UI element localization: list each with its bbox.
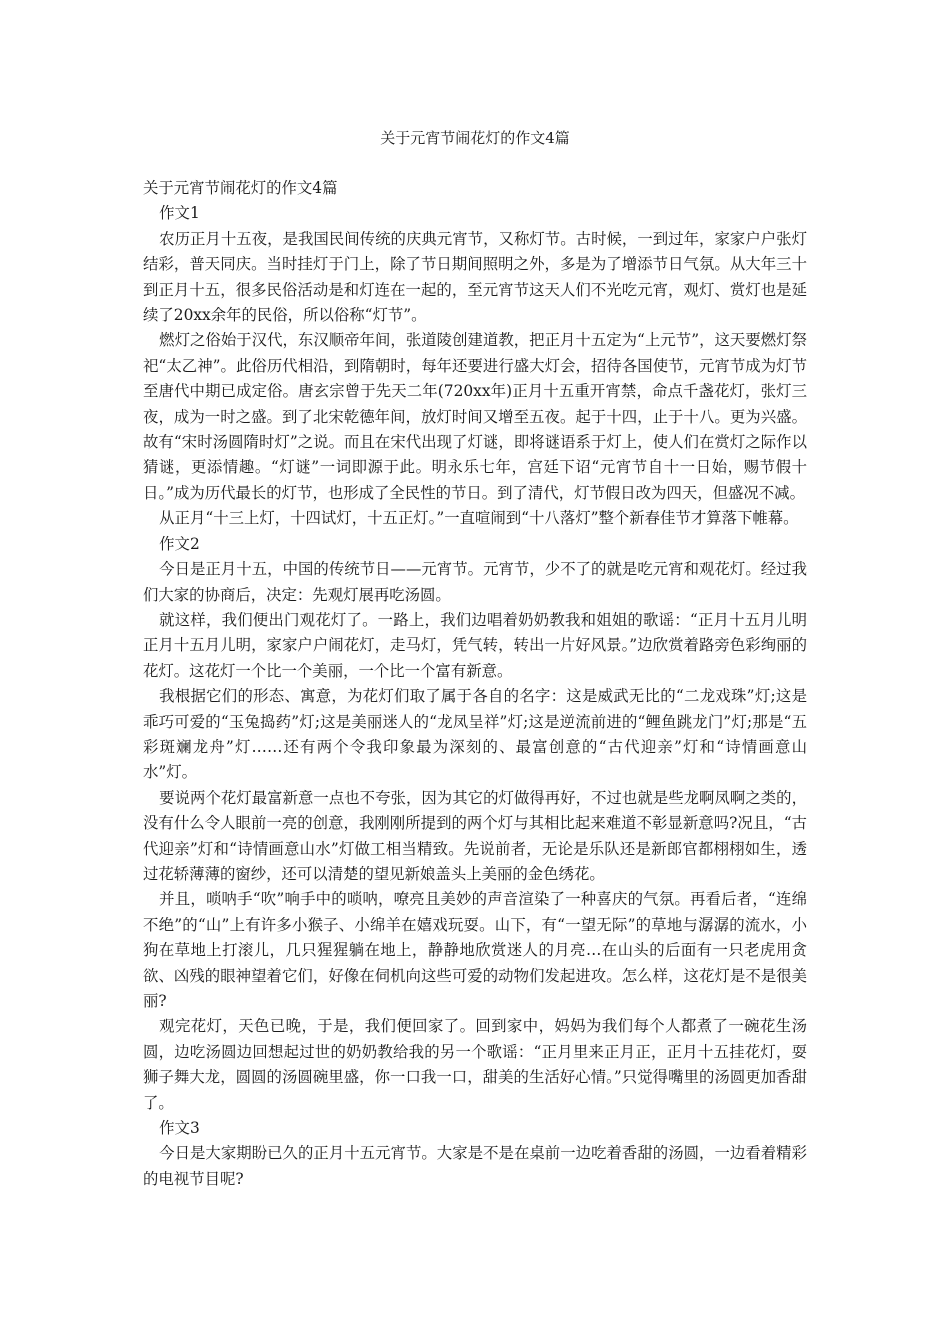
document-title: 关于元宵节闹花灯的作文4篇 (380, 129, 570, 147)
document-body (143, 176, 807, 1192)
paragraph: 今日是正月十五，中国的传统节日——元宵节。元宵节，少不了的就是吃元宵和观花灯。经过我们大家的协商后，决定：先观灯展再吃汤圆。 (143, 560, 807, 604)
paragraph: 要说两个花灯最富新意一点也不夸张，因为其它的灯做得再好，不过也就是些龙啊凤啊之类的，没有什么令人眼前一亮的创意，我刚刚所提到的两个灯与其相比起来难道不彰显新意吗?况且，“古代迎亲”灯和“诗情画意山水”灯做工相当精致。先说前者，无论是乐队还是新郎官都栩栩如生，透过花轿薄薄的窗纱，还可以清楚的望见新娘盖头上美丽的金色绣花。 (143, 788, 807, 883)
paragraph: 就这样，我们便出门观花灯了。一路上，我们边唱着奶奶教我和姐姐的歌谣：“正月十五月儿明正月十五月儿明，家家户户闹花灯，走马灯，凭气转，转出一片好风景。”边欣赏着路旁色彩绚丽的花灯。这花灯一个比一个美丽，一个比一个富有新意。 (143, 610, 807, 680)
section-label: 作文2 (159, 534, 200, 553)
section-label: 作文3 (159, 1119, 200, 1138)
section-label: 作文1 (159, 204, 200, 223)
paragraph: 燃灯之俗始于汉代，东汉顺帝年间，张道陵创建道教，把正月十五定为“上元节”，这天要燃灯祭祀“太乙神”。此俗历代相沿，到隋朝时，每年还要进行盛大灯会，招待各国使节，元宵节成为灯节至唐代中期已成定俗。唐玄宗曾于先天二年(720xx年)正月十五重开宵禁，命点千盏花灯，张灯三夜，成为一时之盛。到了北宋乾德年间，放灯时间又增至五夜。起于十四，止于十八。更为兴盛。故有“宋时汤圆隋时灯”之说。而且在宋代出现了灯谜，即将谜语系于灯上，使人们在赏灯之际作以猜谜，更添情趣。“灯谜”一词即源于此。明永乐七年，宫廷下诏“元宵节自十一日始，赐节假十日。”成为历代最长的灯节，也形成了全民性的节日。到了清代，灯节假日改为四天，但盛况不减。 (143, 331, 807, 502)
paragraph: 今日是大家期盼已久的正月十五元宵节。大家是不是在桌前一边吃着香甜的汤圆，一边看着精彩的电视节目呢? (143, 1144, 807, 1188)
paragraph: 从正月“十三上灯，十四试灯，十五正灯。”一直喧闹到“十八落灯”整个新春佳节才算落下帷幕。 (159, 509, 799, 528)
paragraph: 农历正月十五夜，是我国民间传统的庆典元宵节，又称灯节。古时候，一到过年，家家户户张灯结彩，普天同庆。当时挂灯于门上，除了节日期间照明之外，多是为了增添节日气氛。从大年三十到正月十五，很多民俗活动是和灯连在一起的，至元宵节这天人们不光吃元宵，观灯、赏灯也是延续了20xx余年的民俗，所以俗称“灯节”。 (143, 229, 807, 325)
paragraph: 观完花灯，天色已晚，于是，我们便回家了。回到家中，妈妈为我们每个人都煮了一碗花生汤圆，边吃汤圆边回想起过世的奶奶教给我的另一个歌谣：“正月里来正月正，正月十五挂花灯，耍狮子舞大龙，圆圆的汤圆碗里盛，你一口我一口，甜美的生活好心情。”只觉得嘴里的汤圆更加香甜了。 (143, 1017, 807, 1112)
paragraph: 并且，唢呐手“吹”响手中的唢呐，嘹亮且美妙的声音渲染了一种喜庆的气氛。再看后者，“连绵不绝”的“山”上有许多小猴子、小绵羊在嬉戏玩耍。山下，有“一望无际”的草地与潺潺的流水，小狗在草地上打滚儿，几只猩猩躺在地上，静静地欣赏迷人的月亮…在山头的后面有一只老虎用贪欲、凶残的眼神望着它们，好像在伺机向这些可爱的动物们发起进攻。怎么样，这花灯是不是很美丽? (143, 890, 807, 1010)
paragraph: 我根据它们的形态、寓意，为花灯们取了属于各自的名字：这是威武无比的“二龙戏珠”灯;这是乖巧可爱的“玉兔捣药”灯;这是美丽迷人的“龙凤呈祥”灯;这是逆流前进的“鲤鱼跳龙门”灯;那是“五彩斑斓龙舟”灯……还有两个令我印象最为深刻的、最富创意的“古代迎亲”灯和“诗情画意山水”灯。 (143, 687, 807, 782)
article-heading: 关于元宵节闹花灯的作文4篇 (143, 179, 338, 197)
